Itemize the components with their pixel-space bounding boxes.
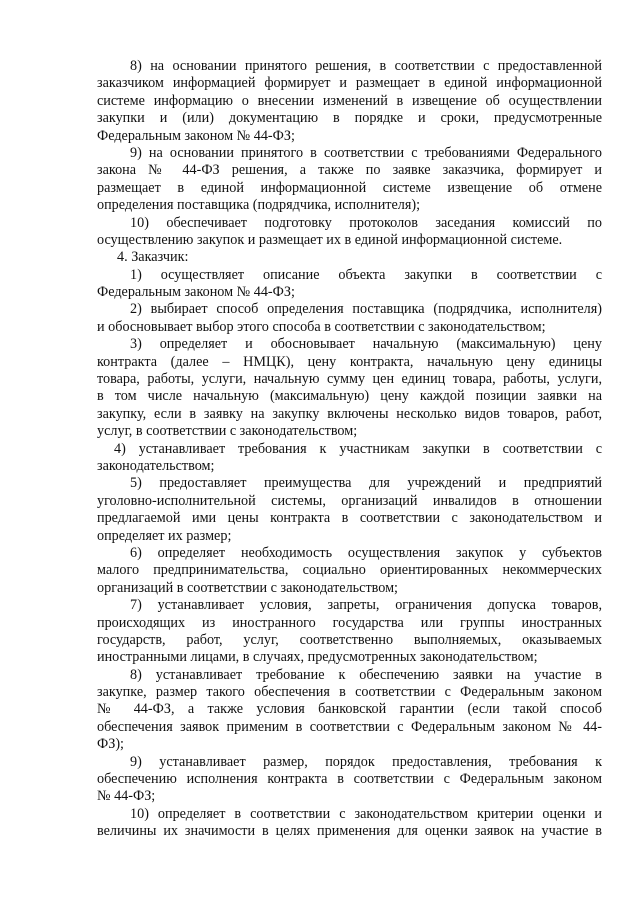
document-line: организаций в соответствии с законодательством; [97,579,398,596]
document-line: 10) определяет в соответствии с законодательством критерии оценки и [130,805,602,822]
document-line: законодательством; [97,457,215,474]
document-body [97,58,602,841]
document-line: услуг, в соответствии с законодательством; [97,423,358,440]
document-line: 10) обеспечивает подготовку протоколов заседания комиссий по [130,214,602,231]
document-line: 8) устанавливает требование к обеспечению заявки на участие в [130,666,602,683]
document-line: предлагаемой ими цены контракта в соответствии с законодательством и [97,510,602,527]
document-line: размещает в единой информационной системе извещение об отмене [97,179,602,196]
document-line: системе информацию о внесении изменений в извещение об осуществлении [97,92,602,109]
document-line: государств, работ, услуг, соответственно выполняемых, оказываемых [97,631,602,648]
document-line: закупке, размер такого обеспечения в соответствии с Федеральным законом [97,684,602,701]
document-line: 4) устанавливает требования к участникам закупки в соответствии с [114,440,602,457]
document-line: товара, работы, услуги, начальную сумму цен единиц товара, работы, услуги, [97,371,602,388]
document-line: закупку, если в заявку на закупку включены несколько видов товаров, работ, [97,405,602,422]
document-line: происходящих из иностранного государства или группы иностранных [97,614,602,631]
document-line: 2) выбирает способ определения поставщика (подрядчика, исполнителя) [130,301,602,318]
document-line: № 44-ФЗ, а также условия банковской гарантии (если такой способ [97,701,602,718]
document-line: 8) на основании принятого решения, в соответствии с предоставленной [130,58,602,74]
document-line: обеспечения заявок применим в соответствии с Федеральным законом № 44- [97,718,602,735]
document-line: закупки и (или) документацию в порядке и сроки, предусмотренные [97,110,602,127]
document-line: осуществлению закупок и размещает их в единой информационной системе. [97,231,563,248]
document-line: иностранными лицами, в случаях, предусмотренных законодательством; [97,649,538,666]
document-line: величины их значимости в целях применения для оценки заявок на участие в [97,823,602,840]
document-line: контракта (далее – НМЦК), цену контракта, начальную цену единицы [97,353,602,370]
document-line: 6) определяет необходимость осуществления закупок у субъектов [130,544,602,561]
document-line: и обосновывает выбор этого способа в соответствии с законодательством; [97,318,546,335]
document-line: в том числе начальную (максимальную) цену каждой позиции заявки на [97,388,602,405]
document-line: 1) осуществляет описание объекта закупки в соответствии с [130,266,602,283]
document-line: заказчиком информацией формирует и размещает в единой информационной [97,75,602,92]
document-line: Федеральным законом № 44-ФЗ; [97,284,295,301]
document-line: малого предпринимательства, социально ориентированных некоммерческих [97,562,602,579]
document-line: 4. Заказчик: [117,249,189,266]
document-line: Федеральным законом № 44-ФЗ; [97,127,295,144]
document-line: закона № 44-ФЗ решения, а также по заявке заказчика, формирует и [97,162,602,179]
document-line: уголовно-исполнительной системы, организаций инвалидов в отношении [97,492,602,509]
document-line: 7) устанавливает условия, запреты, ограничения допуска товаров, [130,597,602,614]
document-line: определения поставщика (подрядчика, исполнителя); [97,197,421,214]
document-line: 9) на основании принятого в соответствии с требованиями Федерального [130,144,602,161]
document-line: № 44-ФЗ; [97,788,156,805]
document-line: определяет их размер; [97,527,232,544]
document-line: 9) устанавливает размер, порядок предоставления, требования к [130,753,602,770]
document-line: 3) определяет и обосновывает начальную (максимальную) цену [130,336,602,353]
document-line: ФЗ); [97,736,124,753]
document-line: 5) предоставляет преимущества для учреждений и предприятий [130,475,602,492]
document-line: обеспечению исполнения контракта в соответствии с Федеральным законом [97,771,602,788]
